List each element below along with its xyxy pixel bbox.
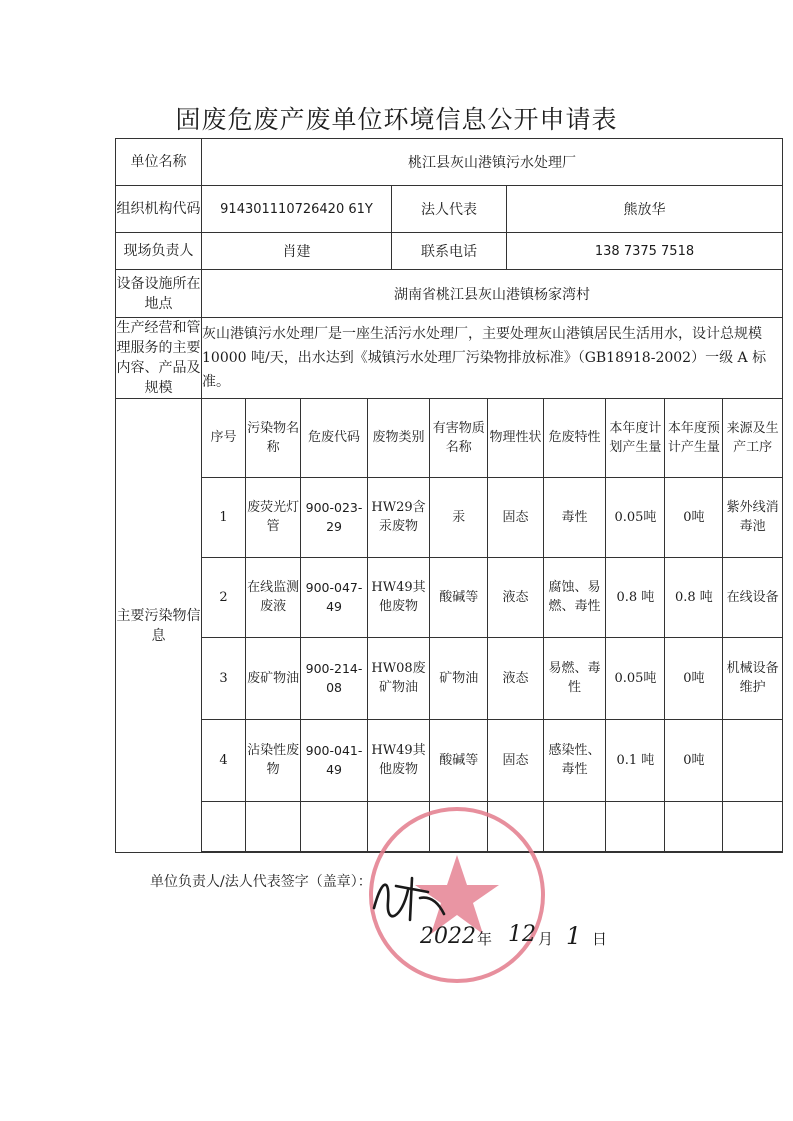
header-cell: 危废代码 <box>301 399 367 477</box>
item-substance: 矿物油 <box>430 637 488 719</box>
location-value: 湖南省桃江县灰山港镇杨家湾村 <box>202 270 783 318</box>
handwritten-signature <box>368 868 448 928</box>
unit-name-label: 单位名称 <box>116 139 202 186</box>
phone-label: 联系电话 <box>392 233 507 270</box>
item-source: 在线设备 <box>723 557 782 637</box>
header-cell: 本年度计划产生量 <box>606 399 665 477</box>
item-substance: 汞 <box>430 477 488 557</box>
item-source: 紫外线消毒池 <box>723 477 782 557</box>
table-row <box>202 637 782 719</box>
header-cell: 来源及生产工序 <box>723 399 782 477</box>
item-code: 900-041-49 <box>301 719 367 801</box>
signature-label: 单位负责人/法人代表签字（盖章）： <box>150 874 372 890</box>
application-form <box>115 138 783 853</box>
item-category: HW49其他废物 <box>367 557 430 637</box>
header-cell: 有害物质名称 <box>430 399 488 477</box>
date-year: 2022 <box>420 924 476 949</box>
item-state: 固态 <box>488 719 543 801</box>
legal-rep-value: 熊放华 <box>507 186 783 233</box>
item-code: 900-214-08 <box>301 637 367 719</box>
item-code: 900-047-49 <box>301 557 367 637</box>
table-row <box>202 557 782 637</box>
header-cell: 危废特性 <box>543 399 606 477</box>
header-cell: 废物类别 <box>367 399 430 477</box>
item-state: 液态 <box>488 637 543 719</box>
item-no: 3 <box>202 637 245 719</box>
business-value: 灰山港镇污水处理厂是一座生活污水处理厂，主要处理灰山港镇居民生活用水，设计总规模 10000 吨/天，出水达到《城镇污水处理厂污染物排放标准》（GB18918-2002）一级 A 标准。 <box>202 318 783 399</box>
date-month-unit: 月 <box>538 930 554 948</box>
item-state: 液态 <box>488 557 543 637</box>
header-cell: 污染物名称 <box>245 399 300 477</box>
item-planned: 0.1 吨 <box>606 719 665 801</box>
item-hazard: 毒性 <box>543 477 606 557</box>
item-source: 机械设备维护 <box>723 637 782 719</box>
item-hazard: 易燃、毒性 <box>543 637 606 719</box>
item-planned: 0.8 吨 <box>606 557 665 637</box>
location-label: 设备设施所在地点 <box>116 270 202 318</box>
item-name: 废矿物油 <box>245 637 300 719</box>
site-manager-label: 现场负责人 <box>116 233 202 270</box>
item-code: 900-023-29 <box>301 477 367 557</box>
item-name: 废荧光灯管 <box>245 477 300 557</box>
pollutant-header-row <box>202 399 782 477</box>
unit-name-value: 桃江县灰山港镇污水处理厂 <box>202 139 783 186</box>
item-planned: 0.05吨 <box>606 637 665 719</box>
item-no: 2 <box>202 557 245 637</box>
legal-rep-label: 法人代表 <box>392 186 507 233</box>
item-expected: 0吨 <box>665 719 723 801</box>
item-expected: 0吨 <box>665 637 723 719</box>
pollutant-table <box>202 399 782 852</box>
item-hazard: 感染性、毒性 <box>543 719 606 801</box>
item-planned: 0.05吨 <box>606 477 665 557</box>
business-label: 生产经营和管理服务的主要内容、产品及规模 <box>116 318 202 399</box>
date-day: 1 <box>566 922 582 950</box>
pollutant-cell <box>202 399 783 853</box>
signature-date <box>360 922 620 962</box>
item-source <box>723 719 782 801</box>
item-category: HW29含汞废物 <box>367 477 430 557</box>
header-cell: 物理性状 <box>488 399 543 477</box>
item-name: 沾染性废物 <box>245 719 300 801</box>
item-expected: 0.8 吨 <box>665 557 723 637</box>
phone-value: 138 7375 7518 <box>507 233 783 270</box>
item-category: HW49其他废物 <box>367 719 430 801</box>
org-code-value: 914301110726420 61Y <box>202 186 392 233</box>
item-substance: 酸碱等 <box>430 557 488 637</box>
date-year-unit: 年 <box>477 930 493 948</box>
item-no: 4 <box>202 719 245 801</box>
item-substance: 酸碱等 <box>430 719 488 801</box>
date-day-unit: 日 <box>592 930 608 948</box>
org-code-label: 组织机构代码 <box>116 186 202 233</box>
item-category: HW08废矿物油 <box>367 637 430 719</box>
header-cell: 本年度预计产生量 <box>665 399 723 477</box>
item-name: 在线监测废液 <box>245 557 300 637</box>
table-row <box>202 477 782 557</box>
table-row <box>202 719 782 801</box>
header-cell: 序号 <box>202 399 245 477</box>
date-month: 12 <box>508 922 536 947</box>
item-hazard: 腐蚀、易燃、毒性 <box>543 557 606 637</box>
site-manager-value: 肖建 <box>202 233 392 270</box>
item-expected: 0吨 <box>665 477 723 557</box>
pollutant-label: 主要污染物信息 <box>116 399 202 853</box>
item-state: 固态 <box>488 477 543 557</box>
page-title: 固废危废产废单位环境信息公开申请表 <box>175 105 618 134</box>
item-no: 1 <box>202 477 245 557</box>
